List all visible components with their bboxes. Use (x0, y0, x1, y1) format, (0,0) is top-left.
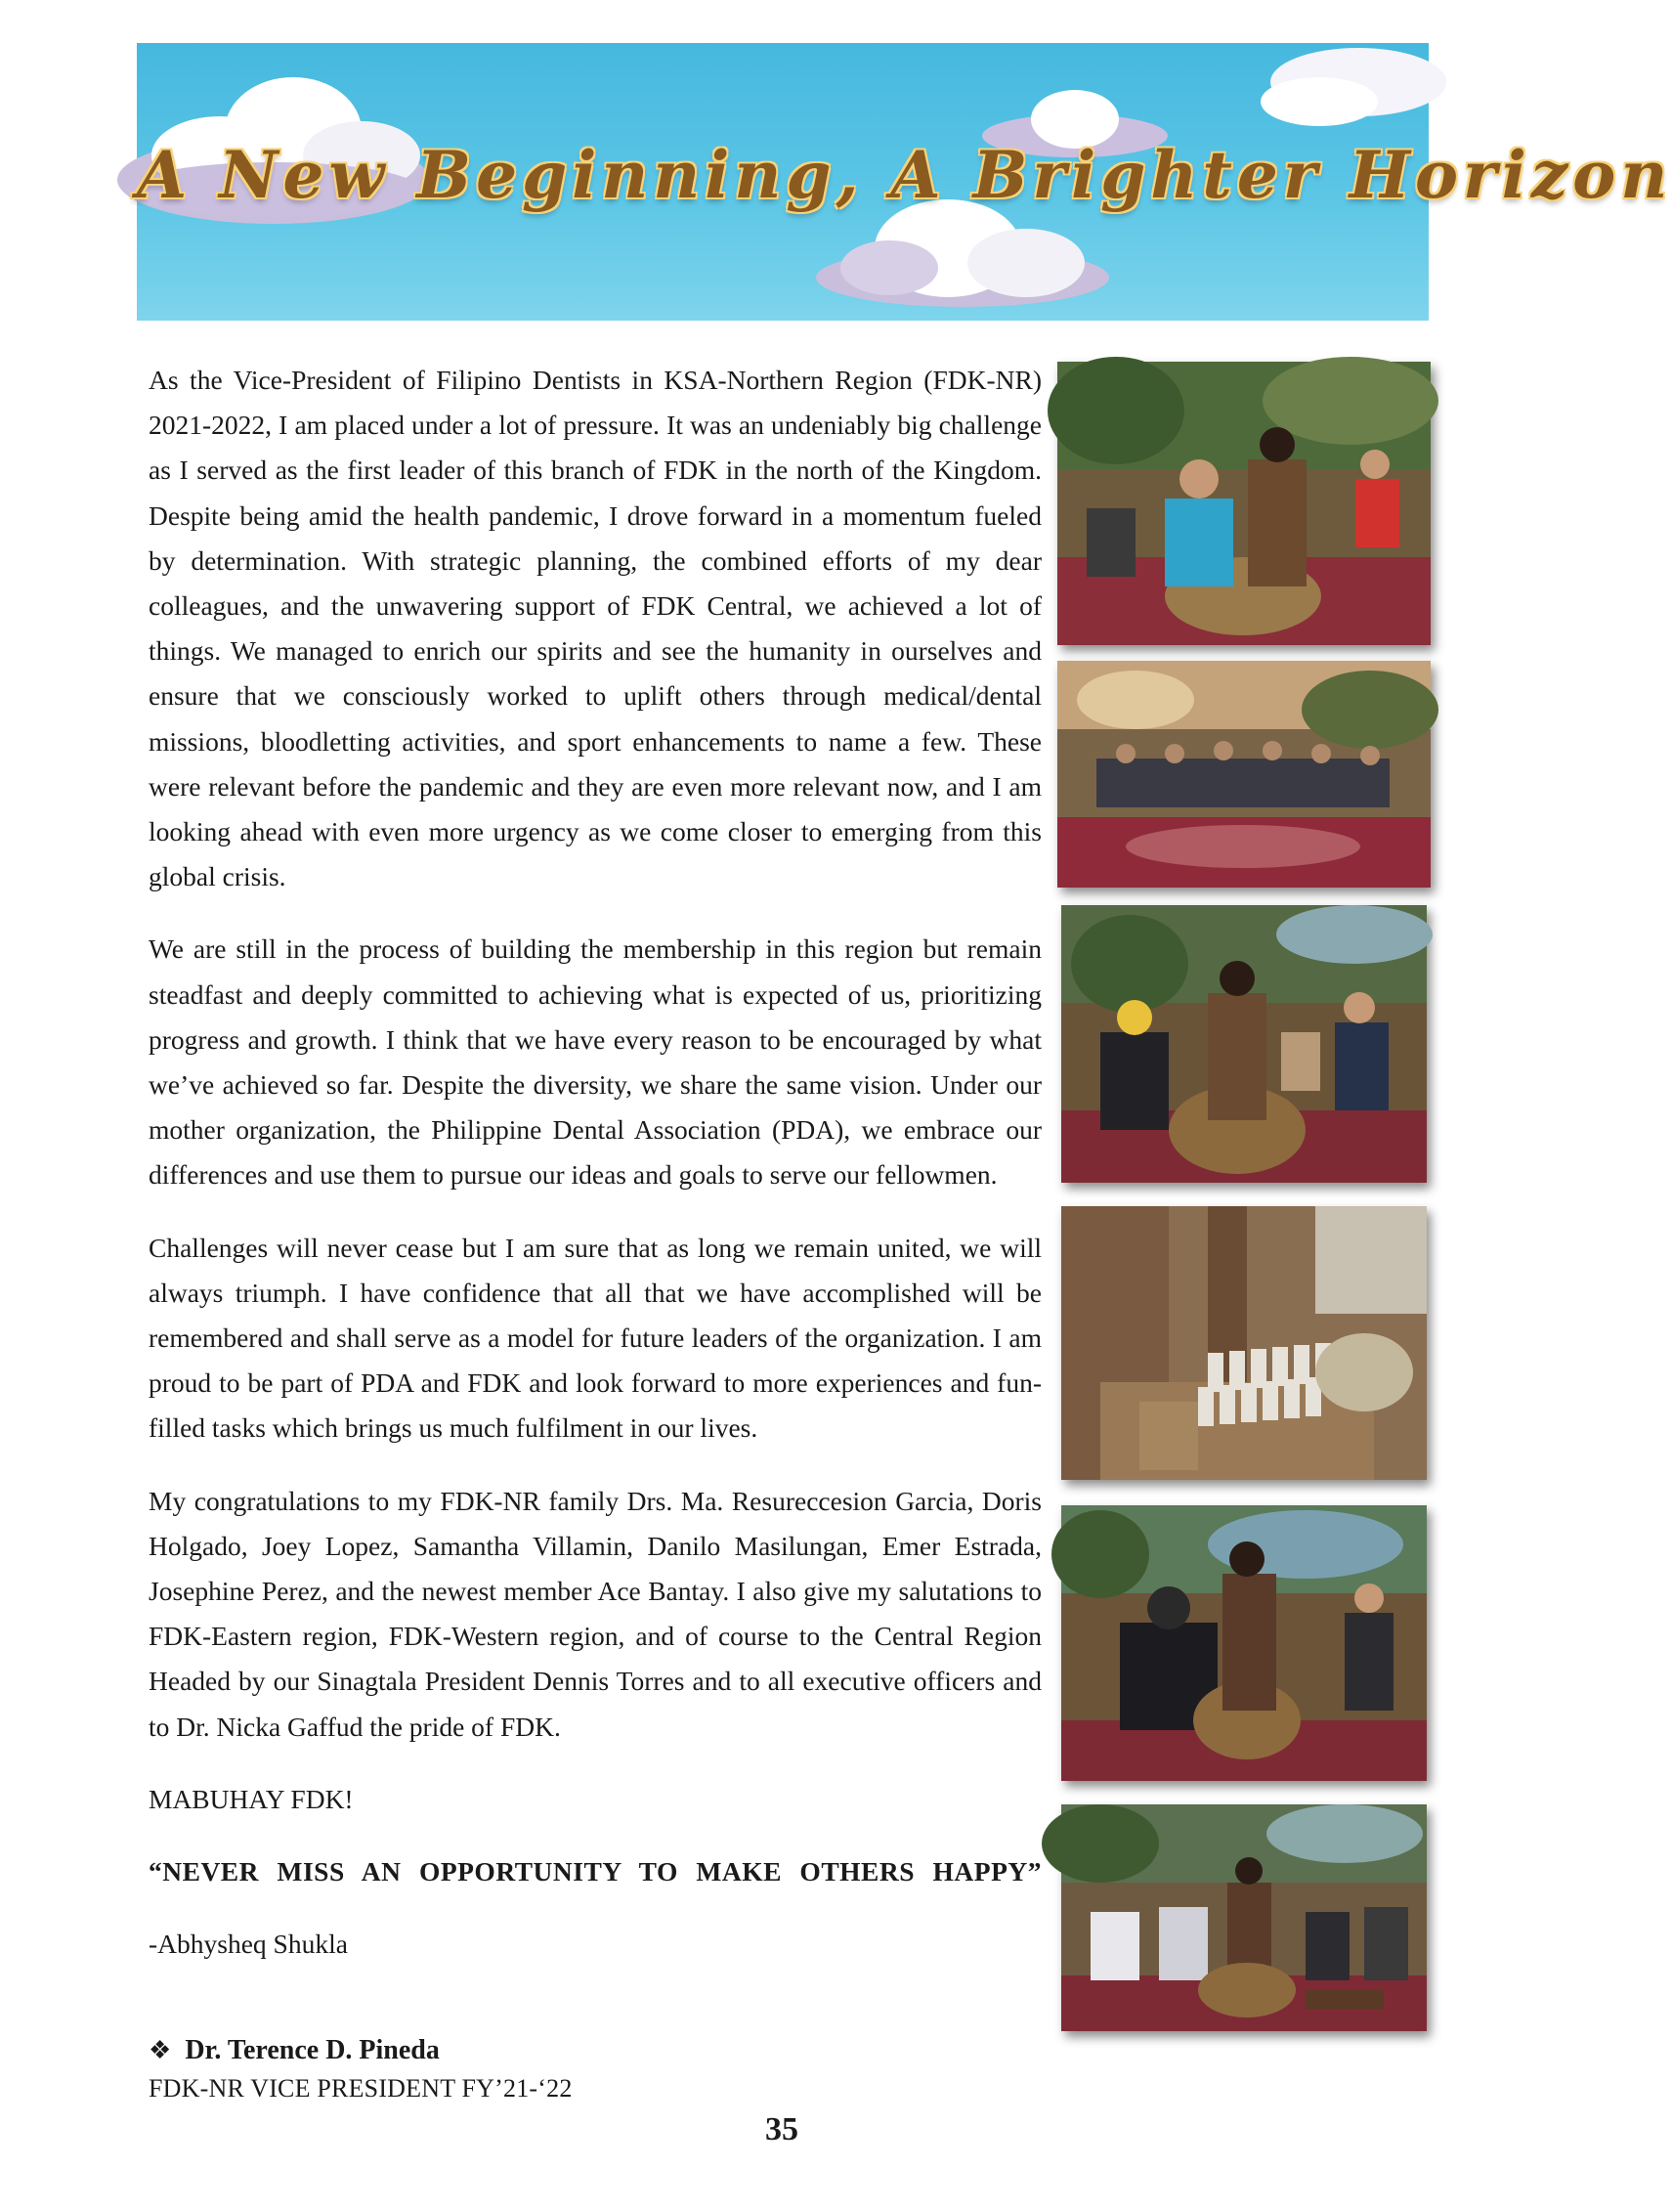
signature-name: Dr. Terence D. Pineda (185, 2035, 440, 2065)
quote-author: -Abhysheq Shukla (149, 1929, 348, 1960)
photo-2 (1057, 661, 1431, 888)
paragraph-1: As the Vice-President of Filipino Dentists in KSA-Northern Region (FDK-NR) 2021-2022, I am placed under a lot of pressure. It was an undeniably big challenge as I served as the first leader of this branch of FDK in the north of the Kingdom. Despite being amid the health pandemic, I drove forward in a momentum fueled by determination. With strategic planning, the combined efforts of my dear colleagues, and the unwavering support of FDK Central, we achieved a lot of things. We managed to enrich our spirits and see the humanity in ourselves and ensure that we consciously worked to uplift others through medical/dental missions, bloodletting activities, and sport enhancements to name a few. These were relevant before the pandemic and they are even more relevant now, and I am looking ahead with even more urgency as we come closer to emerging from this global crisis. (149, 365, 1042, 892)
photo-6 (1061, 1804, 1427, 2031)
page-number: 35 (765, 2111, 798, 2147)
header-banner (137, 43, 1672, 321)
photo-3 (1061, 905, 1427, 1183)
cloud-right (1251, 43, 1436, 131)
banner-title: A New Beginning, A Brighter Horizon (137, 137, 1672, 213)
article-body (149, 358, 1042, 1995)
signoff: MABUHAY FDK! (149, 1783, 354, 1814)
paragraph-4: My congratulations to my FDK-NR family Drs. Ma. Resureccesion Garcia, Doris Holgado, Joey Lopez, Samantha Villamin, Danilo Masilungan, Emer Estrada, Josephine Perez, and the newest member Ace Bantay. I also give my salutations to FDK-Eastern region, FDK-Western region, and of course to the Central Region Headed by our Sinagtala President Dennis Torres and to all executive officers and to Dr. Nicka Gaffud the pride of FDK. (149, 1485, 1042, 1742)
quote: “NEVER MISS AN OPPORTUNITY TO MAKE OTHERS HAPPY” (149, 1856, 1042, 1887)
photo-5 (1061, 1505, 1427, 1781)
photo-1 (1057, 362, 1431, 645)
photo-4 (1061, 1206, 1427, 1480)
diamond-bullet-icon: ❖ (149, 2036, 172, 2064)
signature-name-row (149, 2035, 440, 2066)
paragraph-2: We are still in the process of building the membership in this region but remain steadfast and deeply committed to achieving what is expected of us, prioritizing progress and growth. I think that we have every reason to be encouraged by what we’ve achieved so far. Despite the diversity, we share the same vision. Under our mother organization, the Philippine Dental Association (PDA), we embrace our differences and use them to pursue our ideas and goals to serve our fellowmen. (149, 933, 1042, 1191)
paragraph-3: Challenges will never cease but I am sure that as long we remain united, we will always triumph. I have confidence that all that we have accomplished will be remembered and shall serve as a model for future leaders of the organization. I am proud to be part of PDA and FDK and look forward to more experiences and fun-filled tasks which brings us much fulfilment in our lives. (149, 1232, 1042, 1444)
signature-title: FDK-NR VICE PRESIDENT FY’21-‘22 (149, 2074, 573, 2103)
